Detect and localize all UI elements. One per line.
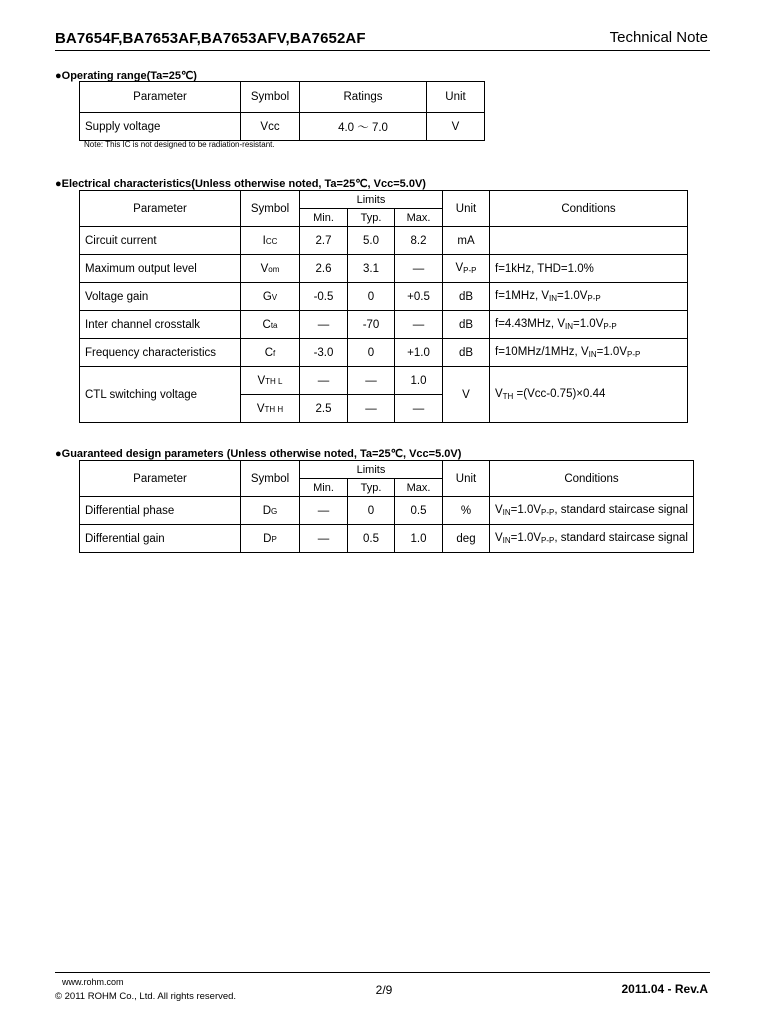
col-unit: Unit bbox=[443, 191, 490, 227]
col-max: Max. bbox=[395, 209, 443, 227]
typ-value: 0 bbox=[348, 339, 395, 367]
col-parameter: Parameter bbox=[80, 191, 241, 227]
col-typ: Typ. bbox=[348, 209, 395, 227]
conditions bbox=[490, 227, 688, 255]
col-min: Min. bbox=[300, 479, 348, 497]
typ-value: 5.0 bbox=[348, 227, 395, 255]
col-parameter: Parameter bbox=[80, 461, 241, 497]
typ-value: — bbox=[348, 367, 395, 395]
min-value: 2.7 bbox=[300, 227, 348, 255]
min-value: 2.6 bbox=[300, 255, 348, 283]
unit-value: V bbox=[443, 367, 490, 423]
param-name: Differential phase bbox=[80, 497, 241, 525]
min-value: — bbox=[300, 311, 348, 339]
min-value: -0.5 bbox=[300, 283, 348, 311]
unit-value: % bbox=[443, 497, 490, 525]
conditions: f=1MHz, $V_{IN}=1.0V_{P-P}$ bbox=[490, 283, 688, 311]
table-row bbox=[80, 525, 694, 553]
min-value: 2.5 bbox=[300, 395, 348, 423]
document-title: BA7654F,BA7653AF,BA7653AFV,BA7652AF bbox=[55, 30, 366, 47]
conditions: $V_{IN}=1.0V_{P-P}$, standard staircase signal bbox=[490, 497, 694, 525]
col-limits: Limits bbox=[300, 461, 443, 479]
max-value: +1.0 bbox=[395, 339, 443, 367]
max-value: — bbox=[395, 395, 443, 423]
symbol: ICC bbox=[241, 227, 300, 255]
symbol: DP bbox=[241, 525, 300, 553]
param-name: Differential gain bbox=[80, 525, 241, 553]
min-value: — bbox=[300, 497, 348, 525]
page-number: 2/9 bbox=[375, 983, 393, 997]
table-row bbox=[80, 255, 688, 283]
electrical-heading: ●Electrical characteristics(Unless otherwise noted, Ta=25℃, Vcc=5.0V) bbox=[55, 178, 426, 190]
conditions: f=1kHz, THD=1.0% bbox=[490, 255, 688, 283]
conditions: $V_{TH} =(Vcc-0.75)\times 0.44$ bbox=[490, 367, 688, 423]
typ-value: — bbox=[348, 395, 395, 423]
conditions: $V_{IN}=1.0V_{P-P}$, standard staircase signal bbox=[490, 525, 694, 553]
typ-value: 3.1 bbox=[348, 255, 395, 283]
param-name: Inter channel crosstalk bbox=[80, 311, 241, 339]
typ-value: 0 bbox=[348, 497, 395, 525]
max-value: 8.2 bbox=[395, 227, 443, 255]
symbol: Cf bbox=[241, 339, 300, 367]
col-symbol: Symbol bbox=[241, 461, 300, 497]
table-row bbox=[80, 497, 694, 525]
typ-value: 0 bbox=[348, 283, 395, 311]
col-limits: Limits bbox=[300, 191, 443, 209]
table-row bbox=[80, 227, 688, 255]
electrical-table bbox=[79, 190, 688, 423]
col-symbol: Symbol bbox=[241, 82, 300, 113]
operating-range-heading: ●Operating range(Ta=25℃) bbox=[55, 70, 197, 82]
copyright: © 2011 ROHM Co., Ltd. All rights reserved. bbox=[55, 991, 237, 1002]
table-row bbox=[80, 339, 688, 367]
symbol: Vom bbox=[241, 255, 300, 283]
unit-value: mA bbox=[443, 227, 490, 255]
symbol: VTH L bbox=[241, 367, 300, 395]
ratings-value: 4.0 ～ 7.0 bbox=[300, 113, 427, 141]
conditions: f=10MHz/1MHz, $V_{IN}=1.0V_{P-P}$ bbox=[490, 339, 688, 367]
param-name: Frequency characteristics bbox=[80, 339, 241, 367]
max-value: 1.0 bbox=[395, 525, 443, 553]
param-name: Voltage gain bbox=[80, 283, 241, 311]
symbol: GV bbox=[241, 283, 300, 311]
table-row bbox=[80, 283, 688, 311]
unit-value: V bbox=[427, 113, 485, 141]
col-conditions: Conditions bbox=[490, 191, 688, 227]
col-unit: Unit bbox=[427, 82, 485, 113]
max-value: 0.5 bbox=[395, 497, 443, 525]
col-unit: Unit bbox=[443, 461, 490, 497]
param-name: CTL switching voltage bbox=[80, 367, 241, 423]
typ-value: 0.5 bbox=[348, 525, 395, 553]
min-value: -3.0 bbox=[300, 339, 348, 367]
symbol: Cta bbox=[241, 311, 300, 339]
typ-value: -70 bbox=[348, 311, 395, 339]
col-typ: Typ. bbox=[348, 479, 395, 497]
website-link[interactable]: www.rohm.com bbox=[62, 977, 124, 987]
param-supply-voltage: Supply voltage bbox=[80, 113, 241, 141]
max-value: 1.0 bbox=[395, 367, 443, 395]
header-divider bbox=[55, 50, 710, 51]
revision: 2011.04 - Rev.A bbox=[621, 982, 708, 996]
max-value: — bbox=[395, 255, 443, 283]
table-row bbox=[80, 311, 688, 339]
param-name: Circuit current bbox=[80, 227, 241, 255]
symbol-vcc: Vcc bbox=[241, 113, 300, 141]
document-type: Technical Note bbox=[609, 29, 708, 46]
unit-value: $V_{P-P}$ bbox=[443, 255, 490, 283]
param-name: Maximum output level bbox=[80, 255, 241, 283]
footer-divider bbox=[55, 972, 710, 973]
col-ratings: Ratings bbox=[300, 82, 427, 113]
unit-value: dB bbox=[443, 339, 490, 367]
max-value: — bbox=[395, 311, 443, 339]
conditions: f=4.43MHz, $V_{IN}=1.0V_{P-P}$ bbox=[490, 311, 688, 339]
col-parameter: Parameter bbox=[80, 82, 241, 113]
min-value: — bbox=[300, 367, 348, 395]
unit-value: deg bbox=[443, 525, 490, 553]
col-min: Min. bbox=[300, 209, 348, 227]
max-value: +0.5 bbox=[395, 283, 443, 311]
col-symbol: Symbol bbox=[241, 191, 300, 227]
min-value: — bbox=[300, 525, 348, 553]
operating-range-table bbox=[79, 81, 485, 141]
guaranteed-table bbox=[79, 460, 694, 553]
col-conditions: Conditions bbox=[490, 461, 694, 497]
table-row bbox=[80, 367, 688, 395]
symbol: VTH H bbox=[241, 395, 300, 423]
col-max: Max. bbox=[395, 479, 443, 497]
unit-value: dB bbox=[443, 283, 490, 311]
guaranteed-heading: ●Guaranteed design parameters (Unless otherwise noted, Ta=25℃, Vcc=5.0V) bbox=[55, 448, 462, 460]
symbol: DG bbox=[241, 497, 300, 525]
radiation-note: Note: This IC is not designed to be radiation-resistant. bbox=[84, 140, 275, 149]
unit-value: dB bbox=[443, 311, 490, 339]
